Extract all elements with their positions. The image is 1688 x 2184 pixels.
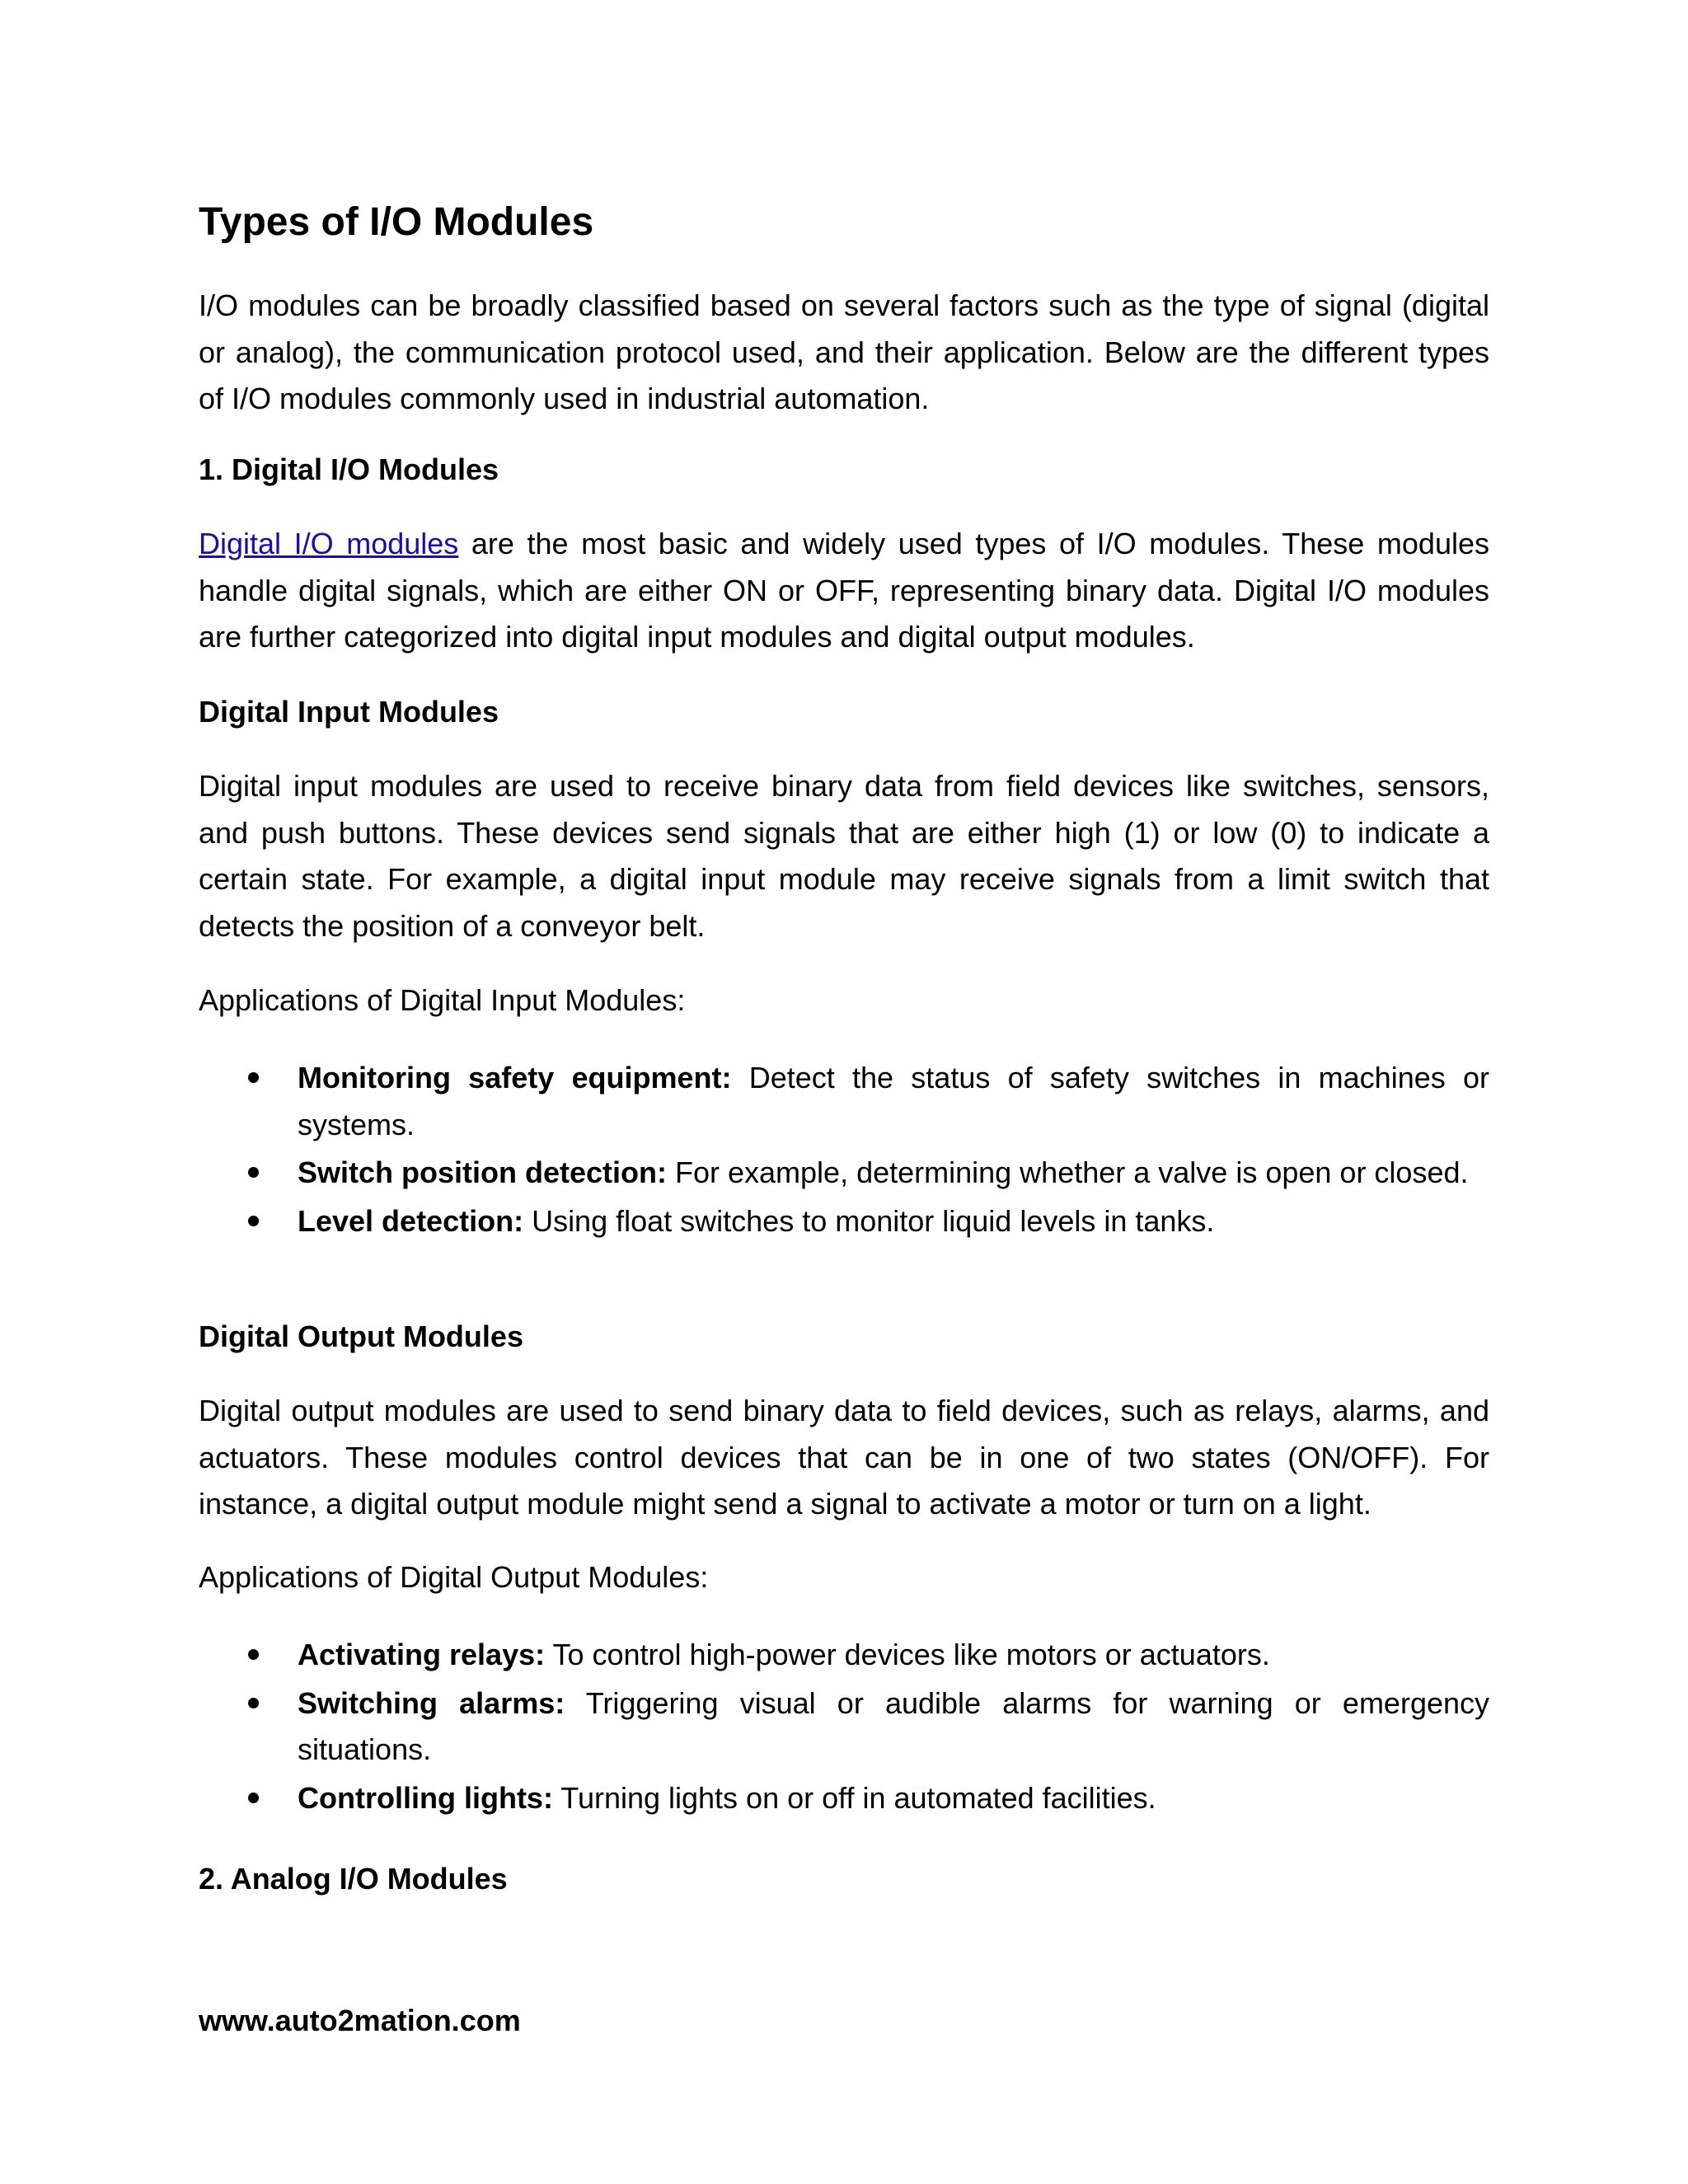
digital-io-paragraph-text: are the most basic and widely used types of I/O modules. These modules handle digital signals, which are either ON or OFF, representing binary data. Digital I/O modules are further categorized into digital input modules and digital output modules.: [199, 527, 1489, 654]
section-heading-analog-io: 2. Analog I/O Modules: [199, 1862, 508, 1896]
digital-output-paragraph: Digital output modules are used to send binary data to field devices, such as relays, alarms, and actuators. These modules control devices that can be in one of two states (ON/OFF). For instance, a digital output module might send a signal to activate a motor or turn on a light.: [199, 1394, 1489, 1521]
digital-input-paragraph: Digital input modules are used to receive binary data from field devices like switches, sensors, and push buttons. These devices send signals that are either high (1) or low (0) to indicate a certain state. For example, a digital input module may receive signals from a limit switch that detects the position of a conveyor belt.: [199, 769, 1489, 943]
list-item-text: To control high-power devices like motors or actuators.: [545, 1638, 1270, 1671]
intro-paragraph: I/O modules can be broadly classified based on several factors such as the type of signal (digital or analog), the communication protocol used, and their application. Below are the different types of I/O modules commonly used in industrial automation.: [199, 288, 1489, 415]
list-item-term: Monitoring safety equipment:: [298, 1061, 732, 1094]
list-item-text: Turning lights on or off in automated facilities.: [552, 1780, 1156, 1815]
list-item-text: Triggering visual or audible alarms for warning or emergency situations.: [298, 1685, 1490, 1766]
list-item: [199, 1055, 1489, 1148]
list-item-text: For example, determining whether a valve is open or closed.: [667, 1155, 1469, 1189]
digital-io-paragraph: [199, 521, 1489, 661]
bullet-icon: [248, 1072, 259, 1083]
bullet-icon: [248, 1216, 259, 1226]
bullet-icon: [248, 1649, 259, 1660]
subheading-digital-input: Digital Input Modules: [199, 695, 499, 729]
digital-input-applications-list: [199, 1055, 1489, 1246]
bullet-icon: [248, 1167, 259, 1178]
list-item-term: Controlling lights:: [298, 1780, 553, 1815]
page-title: Types of I/O Modules: [199, 200, 594, 244]
list-item-term: Switch position detection:: [298, 1155, 667, 1189]
digital-output-applications-list: [199, 1632, 1489, 1823]
list-item-term: Switching alarms:: [298, 1685, 565, 1720]
footer-website: www.auto2mation.com: [199, 2004, 521, 2037]
subheading-digital-output: Digital Output Modules: [199, 1319, 523, 1353]
document-page: [199, 0, 1489, 2184]
list-item-term: Activating relays:: [298, 1638, 546, 1671]
list-item-text: Using float switches to monitor liquid levels in tanks.: [523, 1203, 1215, 1238]
section-heading-digital-io: 1. Digital I/O Modules: [199, 452, 499, 486]
bullet-icon: [248, 1698, 259, 1708]
list-item: [199, 1198, 1489, 1245]
list-item: [199, 1632, 1489, 1679]
digital-output-applications-label: Applications of Digital Output Modules:: [199, 1560, 709, 1594]
digital-io-modules-link[interactable]: Digital I/O modules: [199, 527, 459, 560]
list-item: [199, 1150, 1489, 1197]
bullet-icon: [248, 1793, 259, 1803]
digital-input-applications-label: Applications of Digital Input Modules:: [199, 983, 686, 1017]
list-item: [199, 1680, 1489, 1774]
list-item-term: Level detection:: [298, 1203, 524, 1238]
list-item-text: Detect the status of safety switches in machines or systems.: [298, 1061, 1489, 1141]
list-item: [199, 1775, 1489, 1822]
